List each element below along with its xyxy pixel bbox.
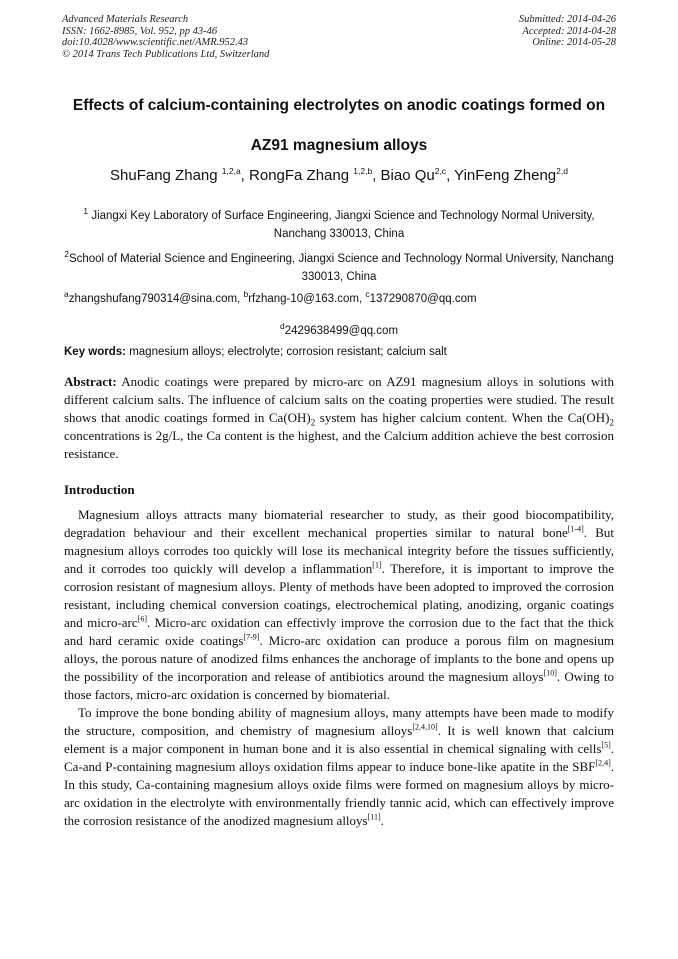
author-name: Biao Qu bbox=[380, 167, 435, 184]
keywords-label: Key words: bbox=[64, 346, 126, 358]
affiliation-2 bbox=[64, 245, 614, 286]
citation[interactable]: [6] bbox=[137, 614, 147, 624]
email-address[interactable]: 2429638499@qq.com bbox=[284, 324, 399, 337]
paragraph-text: . In this study, Ca-containing magnesium alloys oxide films were formed on magnesium alloys by micro-arc oxidation in the electrolyte with environmentally friendly tannic acid, which can effectively improve the corrosion resistance of the anodized magnesium alloys bbox=[64, 759, 614, 828]
journal-issn: ISSN: 1662-8985, Vol. 952, pp 43-46 bbox=[62, 25, 218, 37]
paragraph-text: . Micro-arc oxidation can produce a porous film on magnesium alloys, the porous nature of anodized films enhances the anchorage of implants to the bone and opens up the possibility of the incorporation and release of antibiotics around the magnesium alloys bbox=[64, 633, 614, 684]
subscript: 2 bbox=[609, 417, 614, 428]
journal-name: Advanced Materials Research bbox=[62, 14, 189, 25]
citation[interactable]: [11] bbox=[367, 812, 381, 822]
paragraph-text: . But magnesium alloys corrodes too quickly will lose its mechanical integrity before the tissues sufficiently, and it corrodes too quickly will develop a inflammation bbox=[64, 525, 614, 576]
intro-paragraph-1 bbox=[64, 506, 614, 704]
author-list: ShuFang Zhang $^{1,2,a}$, RongFa Zhang $^{1,2,b}$, Biao Qu$^{2,c}$, YinFeng Zheng$^{2,d}$ bbox=[110, 166, 568, 184]
author-name: RongFa Zhang bbox=[249, 167, 350, 184]
paragraph-text: Magnesium alloys attracts many biomaterial researcher to study, as their good biocompatibility, degradation behaviour and their excellent mechanical properties similar to natural bone bbox=[64, 507, 614, 540]
paragraph-text: To improve the bone bonding ability of magnesium alloys, many attempts have been made to modify the structure, composition, and chemistry of magnesium alloys bbox=[64, 705, 614, 738]
section-heading-introduction: Introduction bbox=[64, 482, 135, 497]
author-affiliation-mark: 1,2,a bbox=[221, 166, 241, 176]
paragraph-text: . Ca-and P-containing magnesium alloys oxidation films appear to induce bone-like apatite in the SBF bbox=[64, 741, 614, 774]
title-line-2: AZ91 magnesium alloys bbox=[250, 137, 428, 154]
submission-dates bbox=[519, 14, 616, 49]
citation[interactable]: [5] bbox=[601, 740, 611, 750]
paragraph-text: . It is well known that calcium element is a major component in human bone and it is also essential in chemical signaling with cells bbox=[64, 723, 614, 756]
affiliation-text: School of Material Science and Engineering, Jiangxi Science and Technology Normal University, Nanchang 330013, China bbox=[68, 252, 614, 283]
email-mark: d bbox=[279, 321, 285, 331]
citation[interactable]: [10] bbox=[543, 668, 557, 678]
email-address[interactable]: rfzhang-10@163.com bbox=[248, 292, 359, 305]
submitted-date: Submitted: 2014-04-26 bbox=[518, 14, 616, 25]
author-name: YinFeng Zheng bbox=[454, 167, 557, 184]
paper-title bbox=[40, 86, 638, 166]
paragraph-text: . bbox=[380, 813, 384, 828]
title-line-1: Effects of calcium-containing electrolytes on anodic coatings formed on bbox=[72, 97, 606, 114]
abstract-text: system has higher calcium content. When the Ca(OH) bbox=[315, 410, 610, 425]
accepted-date: Accepted: 2014-04-28 bbox=[522, 25, 616, 37]
citation[interactable]: [2,4] bbox=[595, 758, 611, 768]
citation[interactable]: [2,4,10] bbox=[412, 722, 438, 732]
intro-paragraph-2 bbox=[64, 704, 614, 830]
journal-doi: doi:10.4028/www.scientific.net/AMR.952.43 bbox=[62, 37, 249, 48]
email-address[interactable]: zhangshufang790314@sina.com bbox=[68, 292, 238, 305]
email-address[interactable]: 137290870@qq.com bbox=[369, 292, 477, 305]
author-affiliation-mark: 1,2,b bbox=[353, 166, 373, 176]
abstract-text: Anodic coatings were prepared by micro-arc on AZ91 magnesium alloys in solutions with different calcium salts. The influence of calcium salts on the coating properties were studied. The result shows that anodic coatings formed in Ca(OH) bbox=[64, 374, 614, 425]
email-mark: c bbox=[365, 289, 370, 299]
affiliation-mark: 2 bbox=[64, 249, 69, 259]
online-date: Online: 2014-05-28 bbox=[532, 37, 616, 48]
affiliation-mark: 1 bbox=[83, 206, 89, 216]
email-mark: a bbox=[64, 289, 69, 299]
email-list-2 bbox=[64, 321, 614, 337]
abstract bbox=[64, 373, 614, 463]
email-mark: b bbox=[243, 289, 249, 299]
email-list: $^a$zhangshufang790314@sina.com, $^b$rfzhang-10@163.com, $^c$137290870@qq.com bbox=[64, 289, 477, 305]
keywords bbox=[64, 346, 614, 358]
citation[interactable]: [7-9] bbox=[243, 632, 260, 642]
journal-info bbox=[62, 14, 269, 60]
affiliation-1 bbox=[64, 202, 614, 243]
citation[interactable]: [1] bbox=[372, 560, 382, 570]
journal-copyright: © 2014 Trans Tech Publications Ltd, Switzerland bbox=[62, 48, 270, 60]
citation[interactable]: [1-4] bbox=[567, 524, 584, 534]
subscript: 2 bbox=[310, 417, 316, 428]
affiliation-text: Jiangxi Key Laboratory of Surface Engineering, Jiangxi Science and Technology Normal University, Nanchang 330013, China bbox=[91, 209, 595, 240]
abstract-text: concentrations is 2g/L, the Ca content is the highest, and the Calcium addition achieve the best corrosion resistance. bbox=[64, 428, 614, 461]
abstract-label: Abstract: bbox=[64, 374, 117, 389]
paragraph-text: . Therefore, it is important to improve the corrosion resistant of magnesium alloys. Plenty of methods have been adopted to improved the corrosion resistant, including chemical conversion coatings, electrochemical plating, anodizing, organic coatings and micro-arc bbox=[64, 561, 615, 630]
keywords-text: magnesium alloys; electrolyte; corrosion resistant; calcium salt bbox=[129, 346, 447, 358]
author-affiliation-mark: 2,c bbox=[434, 166, 447, 176]
author-name: ShuFang Zhang bbox=[110, 167, 218, 184]
paragraph-text: . Micro-arc oxidation can effectivly improve the corrosion due to the fact that the thick and hard ceramic oxide coatings bbox=[64, 615, 614, 648]
paragraph-text: . Owing to those factors, micro-arc oxidation is concerned by biomaterial. bbox=[64, 669, 615, 702]
author-affiliation-mark: 2,d bbox=[556, 166, 568, 176]
introduction-body bbox=[64, 506, 614, 830]
